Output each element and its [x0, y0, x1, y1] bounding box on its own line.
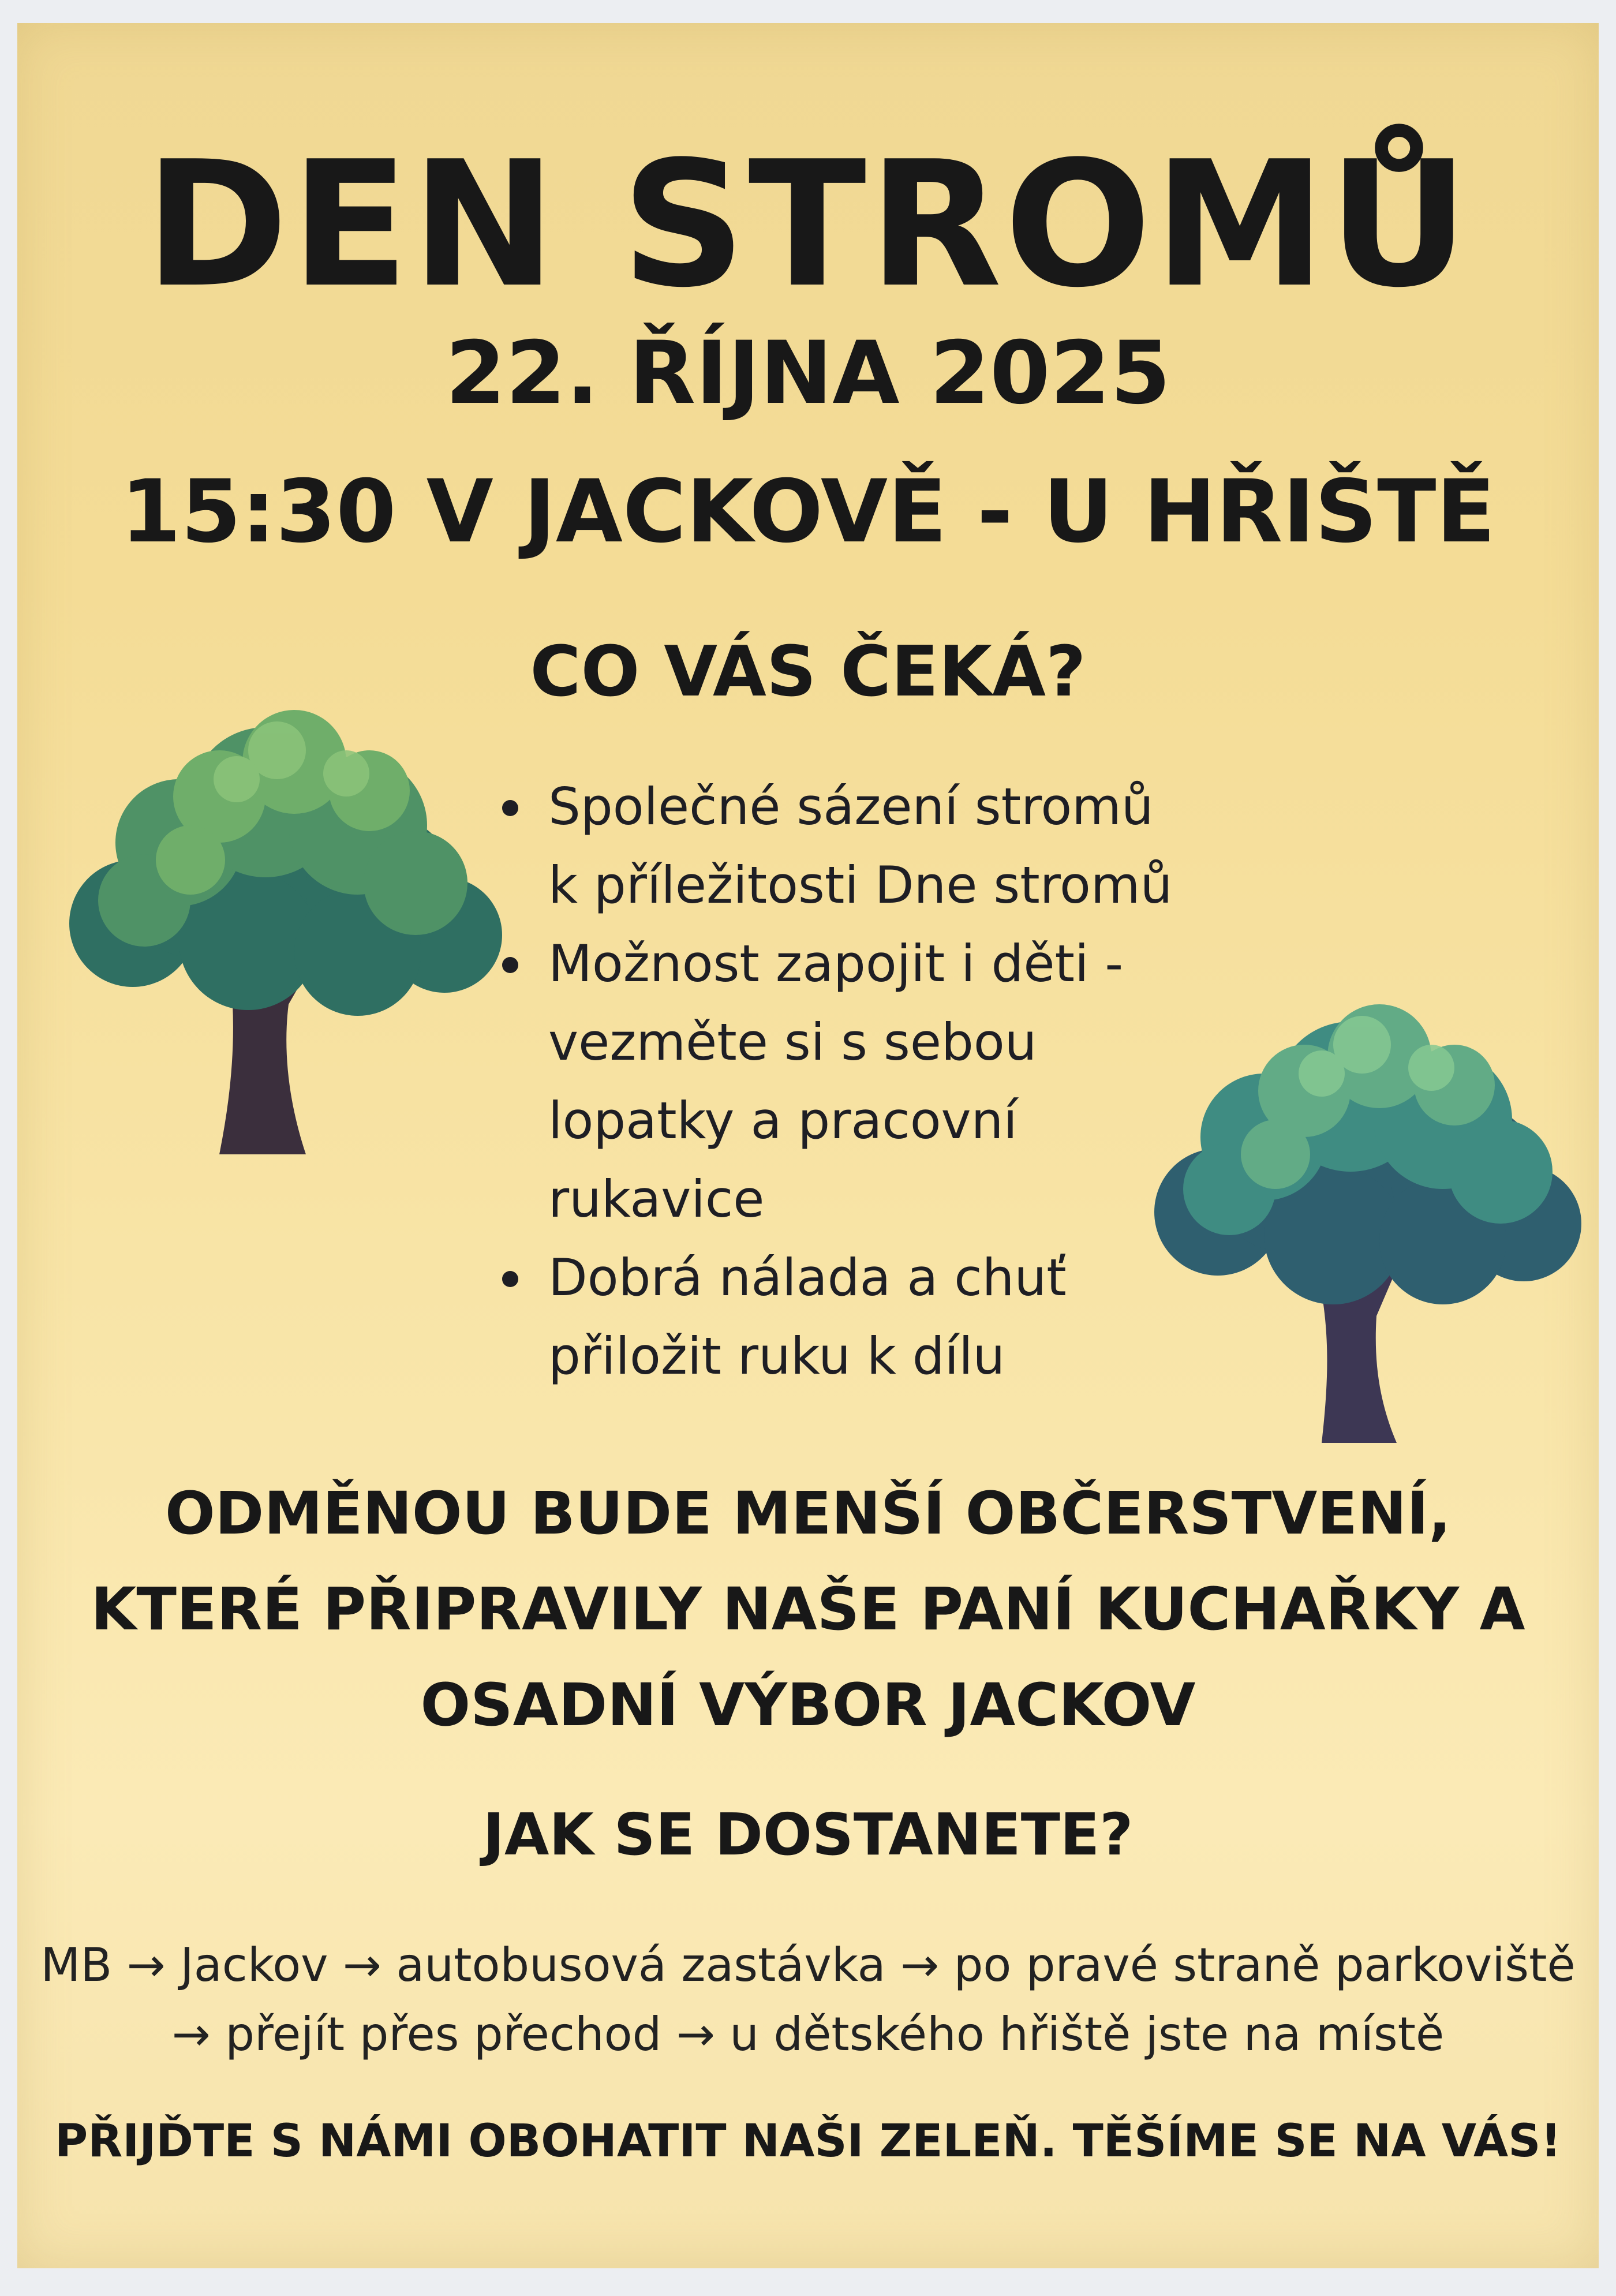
- event-time-place: 15:30 V JACKOVĚ - U HŘIŠTĚ: [121, 462, 1495, 562]
- poster-title: DEN STROMŮ: [144, 124, 1472, 326]
- bullet-dot: [502, 800, 518, 816]
- closing-invitation: PŘIJĎTE S NÁMI OBOHATIT NAŠI ZELEŇ. TĚŠÍME SE NA VÁS!: [55, 2115, 1561, 2167]
- tree-icon: [1114, 993, 1587, 1454]
- list-item: [485, 768, 1322, 925]
- route-line: → přejít přes přechod → u dětského hřiště jste na místě: [171, 2007, 1445, 2061]
- bullet-text: Dobrá nálada a chuť přiložit ruku k dílu: [548, 1248, 1067, 1386]
- directions-heading: JAK SE DOSTANETE?: [482, 1801, 1134, 1868]
- route-line: MB → Jackov → autobusová zastávka → po pravé straně parkoviště: [40, 1938, 1576, 1992]
- reward-text: [17, 1466, 1599, 1753]
- what-awaits-heading: CO VÁS ČEKÁ?: [530, 632, 1086, 712]
- bullet-dot: [502, 957, 518, 973]
- bullet-text: Společné sázení stromů k příležitosti Dne stromů: [548, 777, 1173, 915]
- reward-line: OSADNÍ VÝBOR JACKOV: [420, 1671, 1196, 1740]
- bullet-text: Možnost zapojit i děti - vezměte si s sebou lopatky a pracovní rukavice: [548, 934, 1124, 1229]
- reward-line: KTERÉ PŘIPRAVILY NAŠE PANÍ KUCHAŘKY A: [91, 1575, 1525, 1644]
- bullet-dot: [502, 1271, 518, 1287]
- route-directions: [17, 1931, 1599, 2069]
- tree-icon: [46, 693, 519, 1154]
- event-date: 22. ŘÍJNA 2025: [445, 323, 1171, 424]
- event-poster: [17, 23, 1599, 2268]
- reward-line: ODMĚNOU BUDE MENŠÍ OBČERSTVENÍ,: [164, 1479, 1452, 1548]
